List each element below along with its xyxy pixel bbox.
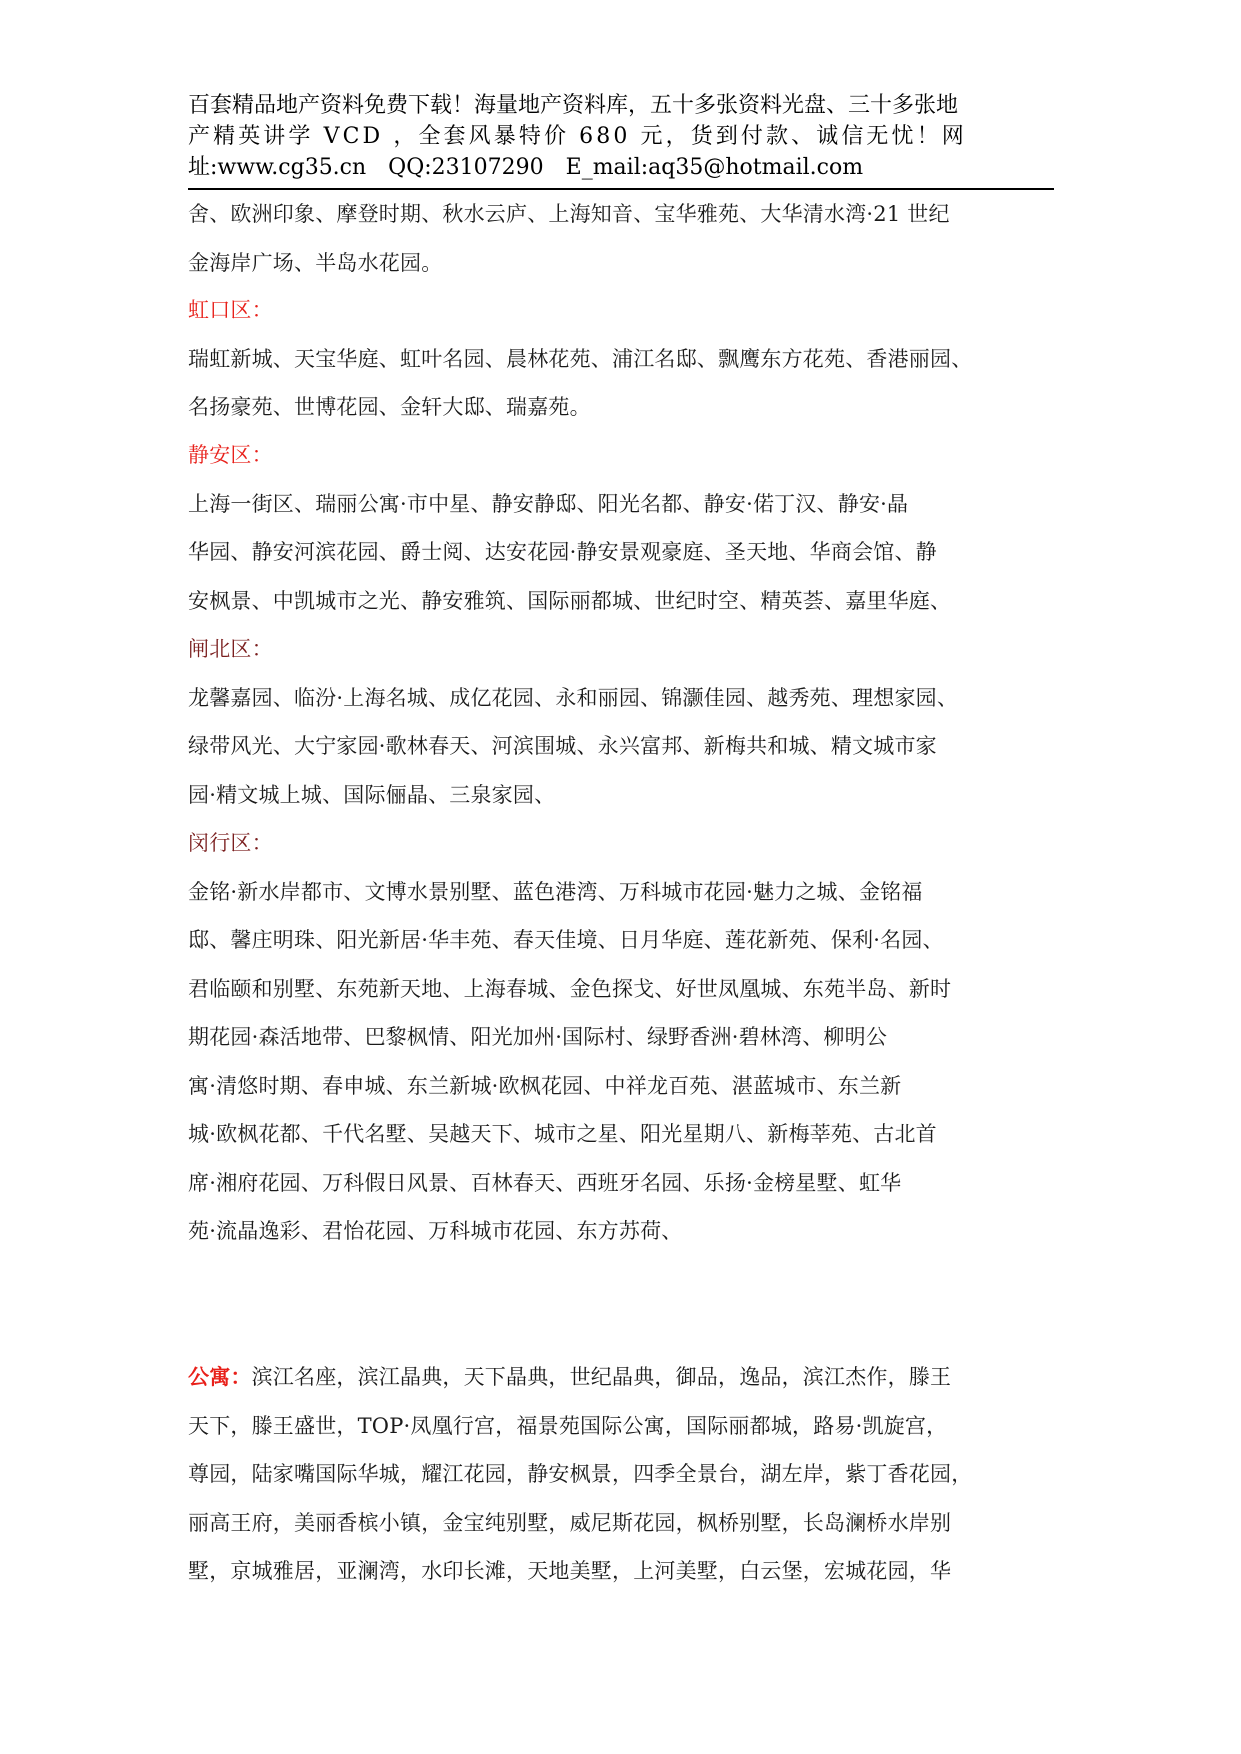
body-line: 龙馨嘉园、临汾·上海名城、成亿花园、永和丽园、锦灏佳园、越秀苑、理想家园、 <box>188 685 959 710</box>
body-line: 华园、静安河滨花园、爵士阅、达安花园·静安景观豪庭、圣天地、华商会馆、静 <box>188 540 937 564</box>
body-line: 天下，滕王盛世，TOP·凤凰行宫，福景苑国际公寓，国际丽都城，路易·凯旋宫， <box>188 1413 948 1438</box>
continuation-paragraph <box>188 190 1088 287</box>
apartments-first-line <box>188 1353 1088 1402</box>
body-line: 安枫景、中凯城市之光、静安雅筑、国际丽都城、世纪时空、精英荟、嘉里华庭、 <box>188 588 952 613</box>
body-line: 邸、馨庄明珠、阳光新居·华丰苑、春天佳境、日月华庭、莲花新苑、保利·名园、 <box>188 928 944 952</box>
body-line: 苑·流晶逸彩、君怡花园、万科城市花园、东方苏荷、 <box>188 1219 683 1243</box>
body-line: 绿带风光、大宁家园·歌林春天、河滨围城、永兴富邦、新梅共和城、精文城市家 <box>188 734 937 758</box>
district-hongkou <box>188 286 1088 432</box>
district-heading: 静安区： <box>188 443 273 467</box>
body-line: 金铭·新水岸都市、文博水景别墅、蓝色港湾、万科城市花园·魅力之城、金铭福 <box>188 879 923 904</box>
district-jingan <box>188 431 1088 625</box>
header-line <box>188 121 1054 152</box>
district-heading: 闸北区： <box>188 637 273 661</box>
body-line-text: 滨江名座，滨江晶典，天下晶典，世纪晶典，御品，逸品，滨江杰作，滕王 <box>251 1365 952 1389</box>
body-line: 园·精文城上城、国际俪晶、三泉家园、 <box>188 782 556 807</box>
header-line: 百套精品地产资料免费下载！海量地产资料库，五十多张资料光盘、三十多张地 <box>188 93 959 118</box>
body-line: 丽高王府，美丽香槟小镇，金宝纯别墅，威尼斯花园，枫桥别墅，长岛澜桥水岸别 <box>188 1510 952 1535</box>
header-line: 址:www.cg35.cn QQ:23107290 E_mail:aq35@hotmail.com <box>188 155 864 180</box>
page-header <box>188 90 1054 183</box>
body-line: 城·欧枫花都、千代名墅、吴越天下、城市之星、阳光星期八、新梅莘苑、古北首 <box>188 1122 937 1146</box>
district-heading: 闵行区： <box>188 831 273 855</box>
body-line: 寓·清悠时期、春申城、东兰新城·欧枫花园、中祥龙百苑、湛蓝城市、东兰新 <box>188 1073 902 1098</box>
body-line: 名扬豪苑、世博花园、金轩大邸、瑞嘉苑。 <box>188 395 591 419</box>
district-zhabei <box>188 625 1088 819</box>
header-line-text: 产精英讲学 VCD ，全套风暴特价 680 元，货到付款、诚信无忧！网 <box>188 124 967 149</box>
apartments-label: 公寓： <box>188 1364 252 1389</box>
body-line: 舍、欧洲印象、摩登时期、秋水云庐、上海知音、宝华雅苑、大华清水湾·21 世纪 <box>188 202 950 226</box>
body-line: 上海一街区、瑞丽公寓·市中星、静安静邸、阳光名都、静安·偌丁汉、静安·晶 <box>188 491 909 516</box>
body-line: 金海岸广场、半岛水花园。 <box>188 250 443 275</box>
apartments-section <box>188 1353 1088 1596</box>
body-line: 瑞虹新城、天宝华庭、虹叶名园、晨林花苑、浦江名邸、飘鹰东方花苑、香港丽园、 <box>188 346 973 371</box>
district-minhang <box>188 819 1088 1256</box>
body-line: 尊园，陆家嘴国际华城，耀江花园，静安枫景，四季全景台，湖左岸，紫丁香花园， <box>188 1462 973 1486</box>
district-heading: 虹口区： <box>188 298 273 322</box>
body-line: 席·湘府花园、万科假日风景、百林春天、西班牙名园、乐扬·金榜星墅、虹华 <box>188 1170 902 1195</box>
body-line: 君临颐和别墅、东苑新天地、上海春城、金色探戈、好世凤凰城、东苑半岛、新时 <box>188 976 952 1001</box>
body-line: 墅，京城雅居，亚澜湾，水印长滩，天地美墅，上河美墅，白云堡，宏城花园，华 <box>188 1559 952 1583</box>
body-line: 期花园·森活地带、巴黎枫情、阳光加州·国际村、绿野香洲·碧林湾、柳明公 <box>188 1025 888 1049</box>
